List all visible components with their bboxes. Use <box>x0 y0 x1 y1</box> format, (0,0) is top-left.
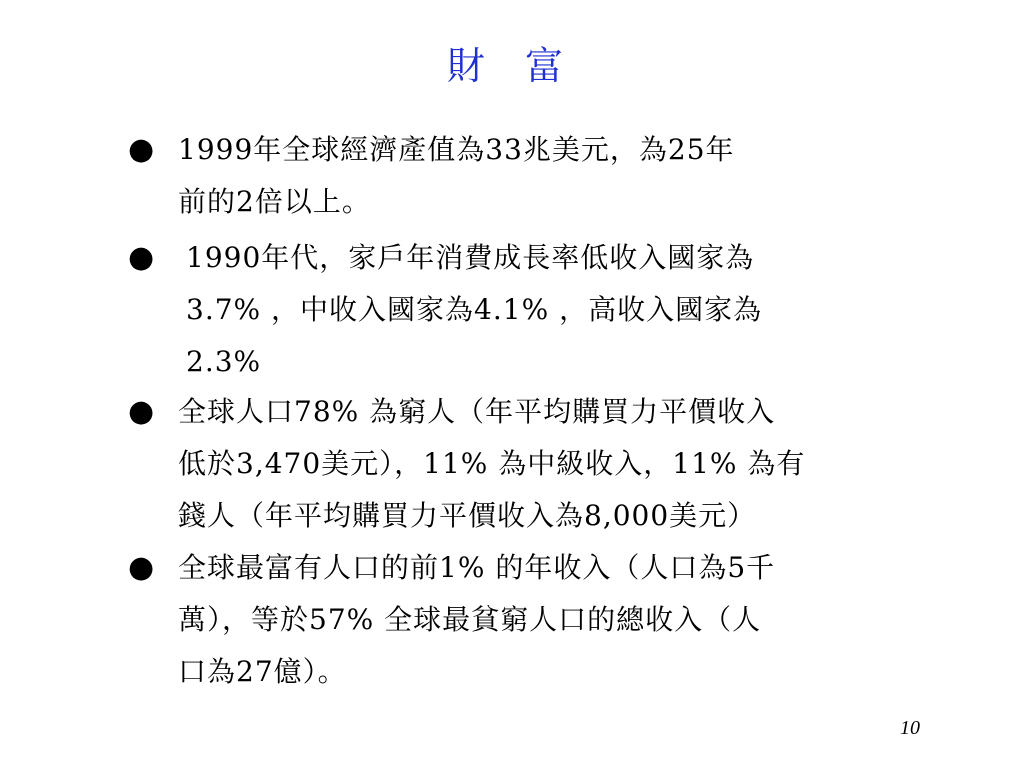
paragraph-line: 萬），等於57% 全球最貧窮人口的總收入（人 <box>178 603 762 636</box>
paragraph-line: 全球人口78% 為窮人（年平均購買力平價收入 <box>178 395 776 428</box>
paragraph-line: 1990年代，家戶年消費成長率低收入國家為 <box>186 241 755 274</box>
paragraph-line: 2.3% <box>186 345 262 378</box>
paragraph-line: 錢人（年平均購買力平價收入為8,000美元） <box>178 499 757 532</box>
paragraph-line: 1999年全球經濟產值為33兆美元，為25年 <box>178 133 735 166</box>
bullet-paragraph-1 <box>178 124 978 228</box>
paragraph-line: 前的2倍以上。 <box>178 185 371 218</box>
page-number: 10 <box>900 717 920 739</box>
bullet-paragraph-4 <box>178 542 978 698</box>
bullet-icon: ● <box>128 550 155 585</box>
bullet-icon: ● <box>128 240 155 275</box>
bullet-paragraph-3 <box>178 386 978 542</box>
paragraph-line: 全球最富有人口的前1% 的年收入（人口為5千 <box>178 551 776 584</box>
slide-title: 財 富 <box>446 44 578 88</box>
paragraph-line: 3.7% ，中收入國家為4.1% ，高收入國家為 <box>186 293 763 326</box>
paragraph-line: 口為27億）。 <box>178 655 347 688</box>
bullet-icon: ● <box>128 132 155 167</box>
bullet-icon: ● <box>128 394 155 429</box>
paragraph-line: 低於3,470美元），11% 為中級收入，11% 為有 <box>178 447 806 480</box>
bullet-paragraph-2 <box>186 232 986 388</box>
